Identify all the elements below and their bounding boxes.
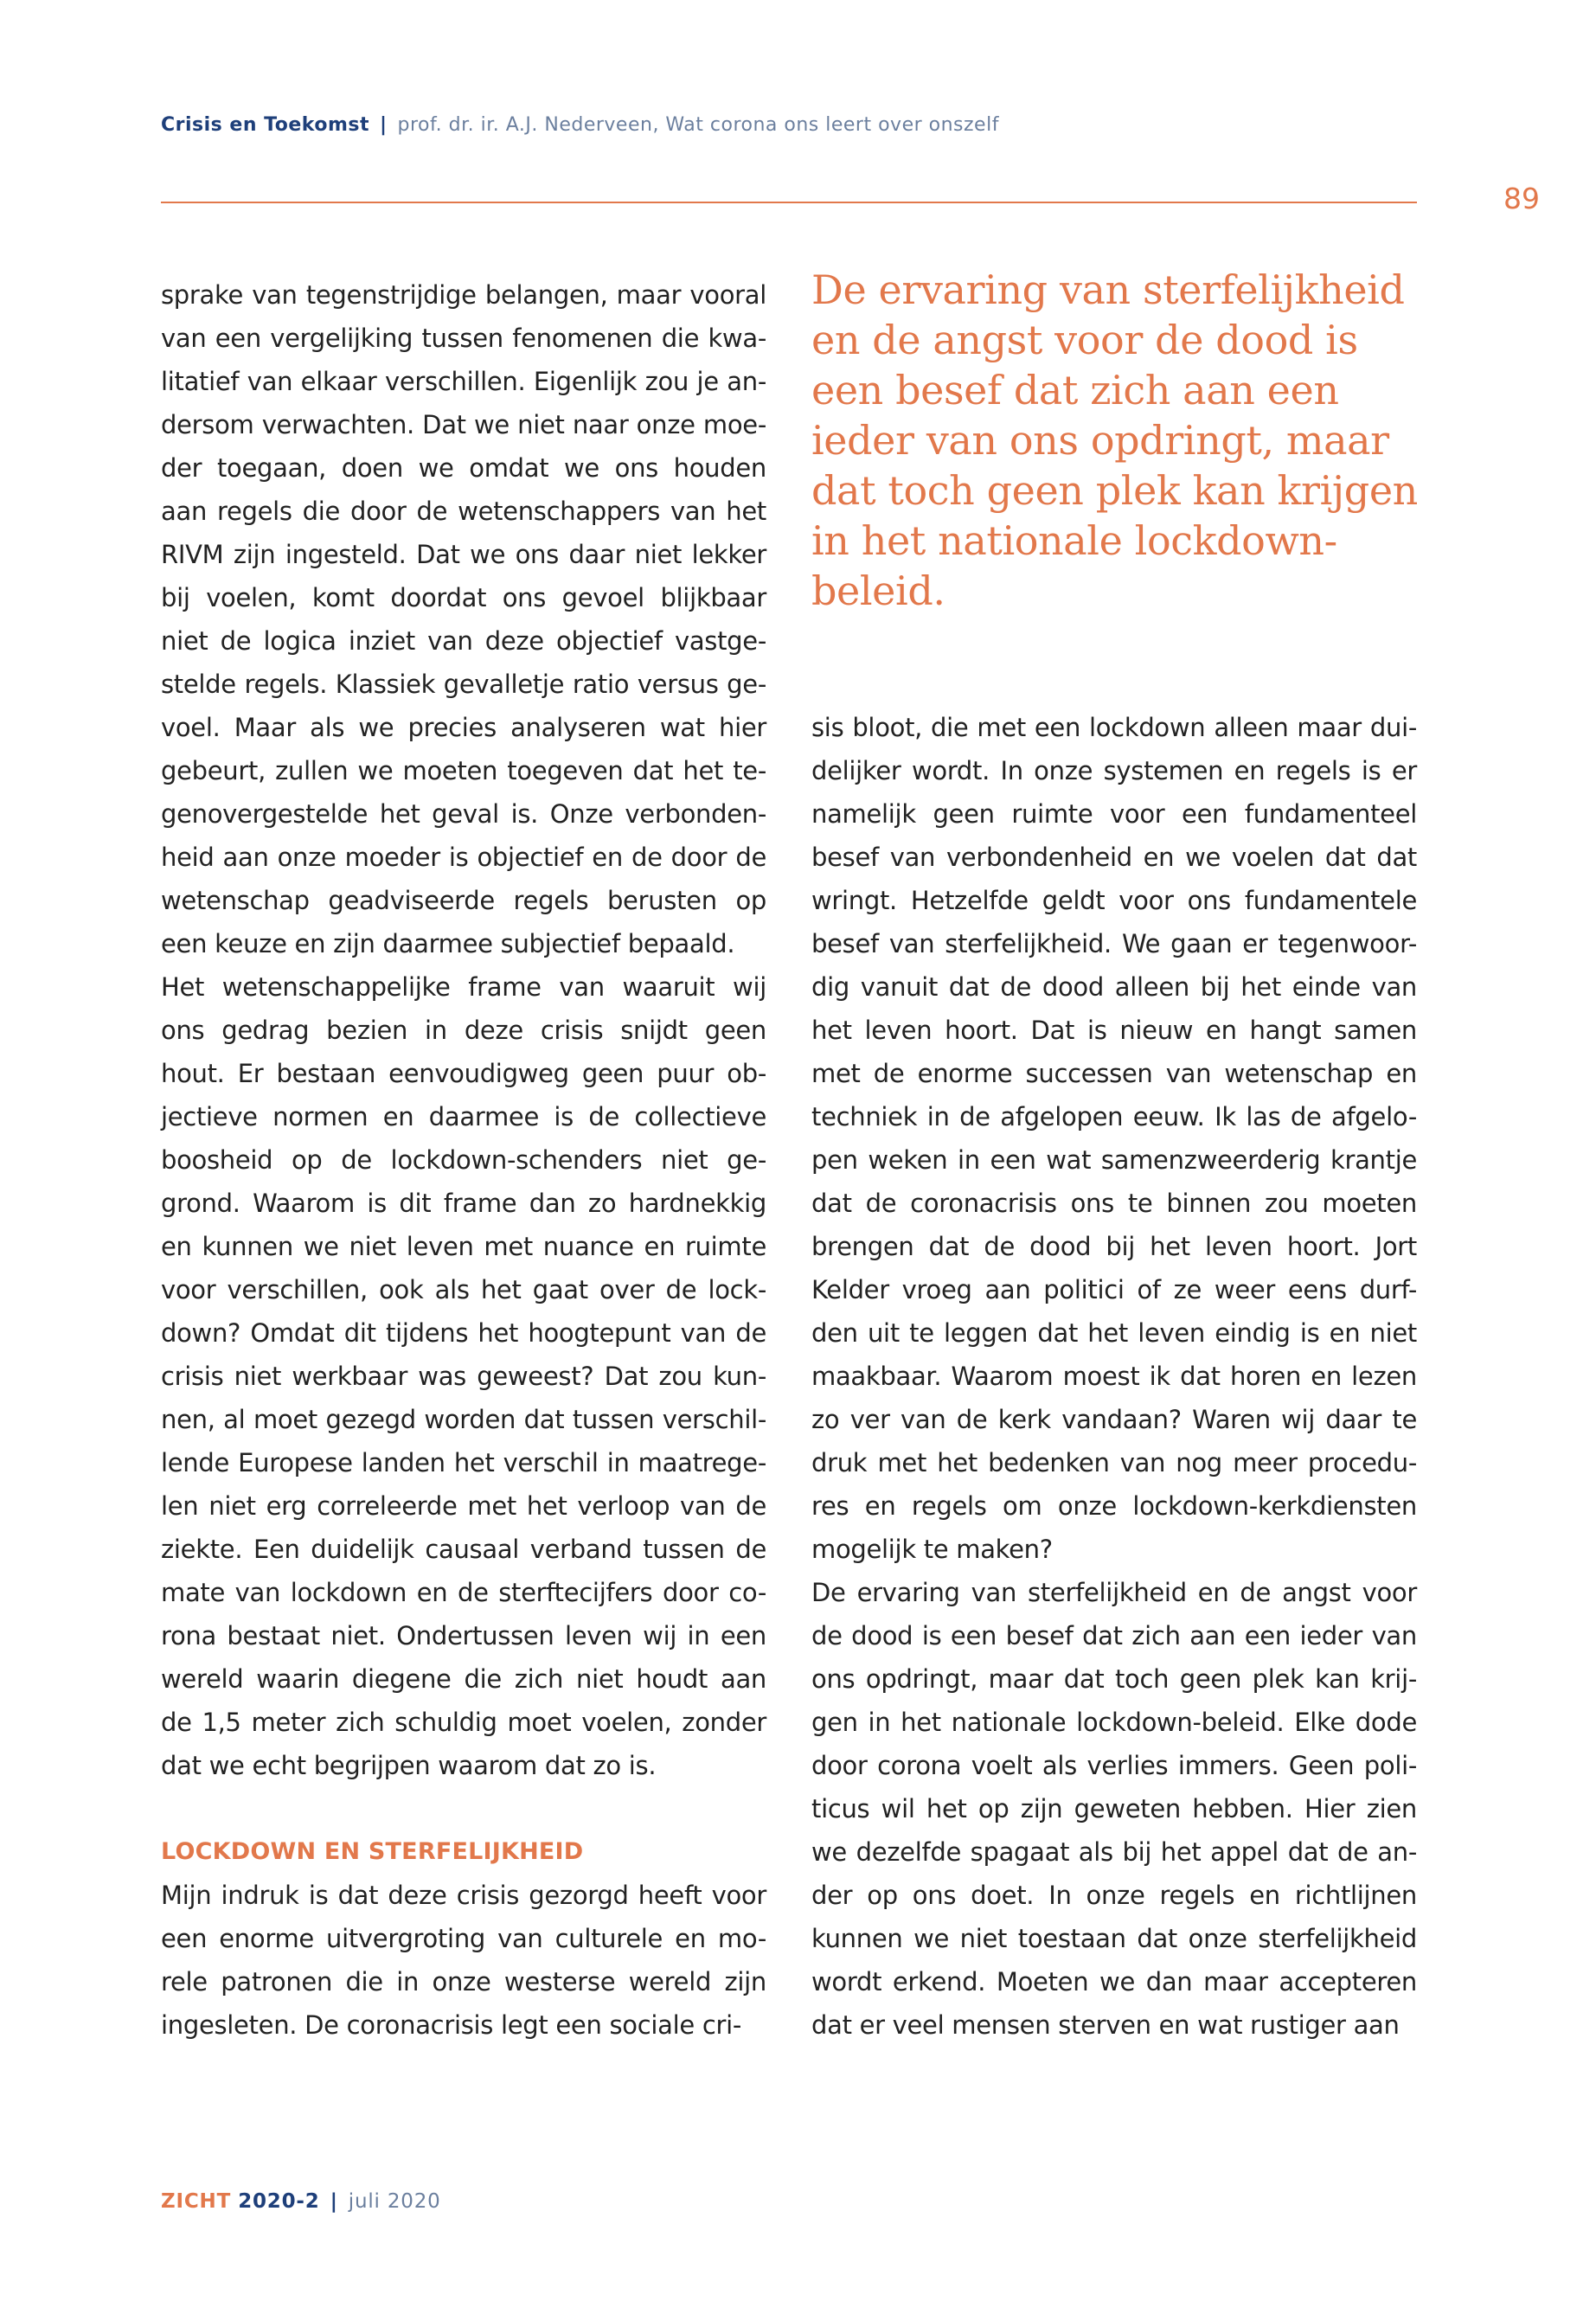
- text-line: wringt. Hetzelfde geldt voor ons fundamentele: [811, 886, 1417, 915]
- text-line: en kunnen we niet leven met nuance en ruimte: [161, 1232, 766, 1261]
- text-line: lende Europese landen het verschil in maatrege-: [161, 1448, 766, 1477]
- text-line: in het nationale lockdown-: [811, 517, 1337, 564]
- text-line: len niet erg correleerde met het verloop van de: [161, 1491, 766, 1521]
- text-line: ticus wil het op zijn geweten hebben. Hier zien: [811, 1794, 1417, 1823]
- text-line: en de angst voor de dood is: [811, 317, 1358, 363]
- text-line: voor verschillen, ook als het gaat over de lock-: [161, 1275, 766, 1304]
- text-line: ieder van ons opdringt, maar: [811, 417, 1389, 464]
- text-line: ziekte. Een duidelijk causaal verband tussen de: [161, 1535, 766, 1564]
- text-line: genovergestelde het geval is. Onze verbonden-: [161, 799, 766, 829]
- text-line: jectieve normen en daarmee is de collectieve: [161, 1102, 766, 1131]
- left-paragraph-2: [161, 965, 766, 1787]
- text-line: het leven hoort. Dat is nieuw en hangt samen: [811, 1016, 1417, 1045]
- text-line: voel. Maar als we precies analyseren wat hier: [161, 713, 766, 742]
- pull-quote: [811, 265, 1434, 616]
- text-line: rele patronen die in onze westerse wereld zijn: [161, 1967, 766, 1997]
- right-column: [811, 706, 1417, 2047]
- text-line: de 1,5 meter zich schuldig moet voelen, zonder: [161, 1708, 766, 1737]
- text-line: techniek in de afgelopen eeuw. Ik las de afgelo-: [811, 1102, 1417, 1131]
- text-line: kunnen we niet toestaan dat onze sterfelijkheid: [811, 1924, 1417, 1953]
- header-series: Crisis en Toekomst: [161, 114, 369, 136]
- text-line: maakbaar. Waarom moest ik dat horen en lezen: [811, 1362, 1417, 1391]
- footer-separator: |: [330, 2190, 338, 2213]
- left-paragraph-3: [161, 1874, 766, 2047]
- text-line: boosheid op de lockdown-schenders niet ge-: [161, 1145, 766, 1175]
- left-column: [161, 273, 766, 2047]
- text-line: wordt erkend. Moeten we dan maar accepteren: [811, 1967, 1417, 1997]
- footer-issue: 2020-2: [238, 2190, 320, 2213]
- text-line: beleid.: [811, 567, 945, 614]
- text-line: door corona voelt als verlies immers. Geen poli-: [811, 1751, 1417, 1780]
- text-line: dat er veel mensen sterven en wat rustiger aan: [811, 2010, 1400, 2040]
- text-line: delijker wordt. In onze systemen en regels is er: [811, 756, 1417, 785]
- text-line: besef van verbondenheid en we voelen dat dat: [811, 843, 1417, 872]
- running-footer: [161, 2190, 441, 2213]
- text-line: res en regels om onze lockdown-kerkdiensten: [811, 1491, 1417, 1521]
- text-line: wetenschap geadviseerde regels berusten op: [161, 886, 766, 915]
- text-line: dat de coronacrisis ons te binnen zou moeten: [811, 1189, 1417, 1218]
- text-line: een besef dat zich aan een: [811, 367, 1339, 413]
- text-line: mate van lockdown en de sterftecijfers door co-: [161, 1578, 766, 1607]
- text-line: Het wetenschappelijke frame van waaruit wij: [161, 972, 766, 1002]
- text-line: de dood is een besef dat zich aan een ieder van: [811, 1621, 1417, 1650]
- text-line: sprake van tegenstrijdige belangen, maar vooral: [161, 280, 766, 310]
- text-line: den uit te leggen dat het leven eindig is en niet: [811, 1318, 1417, 1348]
- footer-magazine: ZICHT: [161, 2190, 232, 2213]
- text-line: dersom verwachten. Dat we niet naar onze moe-: [161, 410, 766, 439]
- header-rule: [161, 202, 1417, 203]
- text-line: hout. Er bestaan eenvoudigweg geen puur ob-: [161, 1059, 766, 1088]
- text-line: namelijk geen ruimte voor een fundamenteel: [811, 799, 1417, 829]
- text-line: RIVM zijn ingesteld. Dat we ons daar niet lekker: [161, 540, 766, 569]
- text-line: ons gedrag bezien in deze crisis snijdt geen: [161, 1016, 766, 1045]
- text-line: een enorme uitvergroting van culturele en mo-: [161, 1924, 766, 1953]
- text-line: dig vanuit dat de dood alleen bij het einde van: [811, 972, 1417, 1002]
- text-line: wereld waarin diegene die zich niet houdt aan: [161, 1664, 766, 1694]
- text-line: dat we echt begrijpen waarom dat zo is.: [161, 1751, 657, 1780]
- text-line: grond. Waarom is dit frame dan zo hardnekkig: [161, 1189, 766, 1218]
- text-line: besef van sterfelijkheid. We gaan er tegenwoor-: [811, 929, 1417, 958]
- header-subtitle: prof. dr. ir. A.J. Nederveen, Wat corona ons leert over onszelf: [397, 114, 999, 136]
- text-line: Kelder vroeg aan politici of ze weer eens durf-: [811, 1275, 1417, 1304]
- text-line: zo ver van de kerk vandaan? Waren wij daar te: [811, 1405, 1417, 1434]
- text-line: mogelijk te maken?: [811, 1535, 1053, 1564]
- text-line: met de enorme successen van wetenschap en: [811, 1059, 1417, 1088]
- text-line: brengen dat de dood bij het leven hoort. Jort: [811, 1232, 1417, 1261]
- footer-date: juli 2020: [348, 2190, 441, 2213]
- text-line: gebeurt, zullen we moeten toegeven dat het te-: [161, 756, 766, 785]
- text-line: een keuze en zijn daarmee subjectief bepaald.: [161, 929, 735, 958]
- header-separator: |: [379, 114, 388, 136]
- text-line: rona bestaat niet. Ondertussen leven wij in een: [161, 1621, 766, 1650]
- text-line: bij voelen, komt doordat ons gevoel blijkbaar: [161, 583, 766, 612]
- text-line: ingesleten. De coronacrisis legt een sociale cri-: [161, 2010, 742, 2040]
- text-line: gen in het nationale lockdown-beleid. Elke dode: [811, 1708, 1417, 1737]
- page-number: 89: [1503, 182, 1540, 215]
- text-line: pen weken in een wat samenzweerderig krantje: [811, 1145, 1417, 1175]
- text-line: sis bloot, die met een lockdown alleen maar dui-: [811, 713, 1417, 742]
- text-line: heid aan onze moeder is objectief en de door de: [161, 843, 766, 872]
- text-line: we dezelfde spagaat als bij het appel dat de an-: [811, 1837, 1417, 1867]
- text-line: crisis niet werkbaar was geweest? Dat zou kun-: [161, 1362, 766, 1391]
- text-line: dat toch geen plek kan krijgen: [811, 467, 1418, 514]
- text-line: druk met het bedenken van nog meer procedu-: [811, 1448, 1417, 1477]
- text-line: der op ons doet. In onze regels en richtlijnen: [811, 1881, 1417, 1910]
- text-line: der toegaan, doen we omdat we ons houden: [161, 453, 766, 483]
- text-line: De ervaring van sterfelijkheid: [811, 266, 1405, 313]
- text-line: van een vergelijking tussen fenomenen die kwa-: [161, 324, 766, 353]
- left-paragraph-1: [161, 273, 766, 965]
- text-line: ons opdringt, maar dat toch geen plek kan krij-: [811, 1664, 1417, 1694]
- text-line: Mijn indruk is dat deze crisis gezorgd heeft voor: [161, 1881, 766, 1910]
- section-heading: LOCKDOWN EN STERFELIJKHEID: [161, 1838, 584, 1865]
- text-line: aan regels die door de wetenschappers van het: [161, 497, 766, 526]
- right-paragraph-1: [811, 706, 1417, 1571]
- text-line: niet de logica inziet van deze objectief vastge-: [161, 626, 766, 656]
- text-line: nen, al moet gezegd worden dat tussen verschil-: [161, 1405, 766, 1434]
- right-paragraph-2: [811, 1571, 1417, 2047]
- text-line: litatief van elkaar verschillen. Eigenlijk zou je an-: [161, 367, 766, 396]
- running-header: [161, 114, 999, 136]
- text-line: De ervaring van sterfelijkheid en de angst voor: [811, 1578, 1417, 1607]
- text-line: down? Omdat dit tijdens het hoogtepunt van de: [161, 1318, 766, 1348]
- text-line: stelde regels. Klassiek gevalletje ratio versus ge-: [161, 670, 766, 699]
